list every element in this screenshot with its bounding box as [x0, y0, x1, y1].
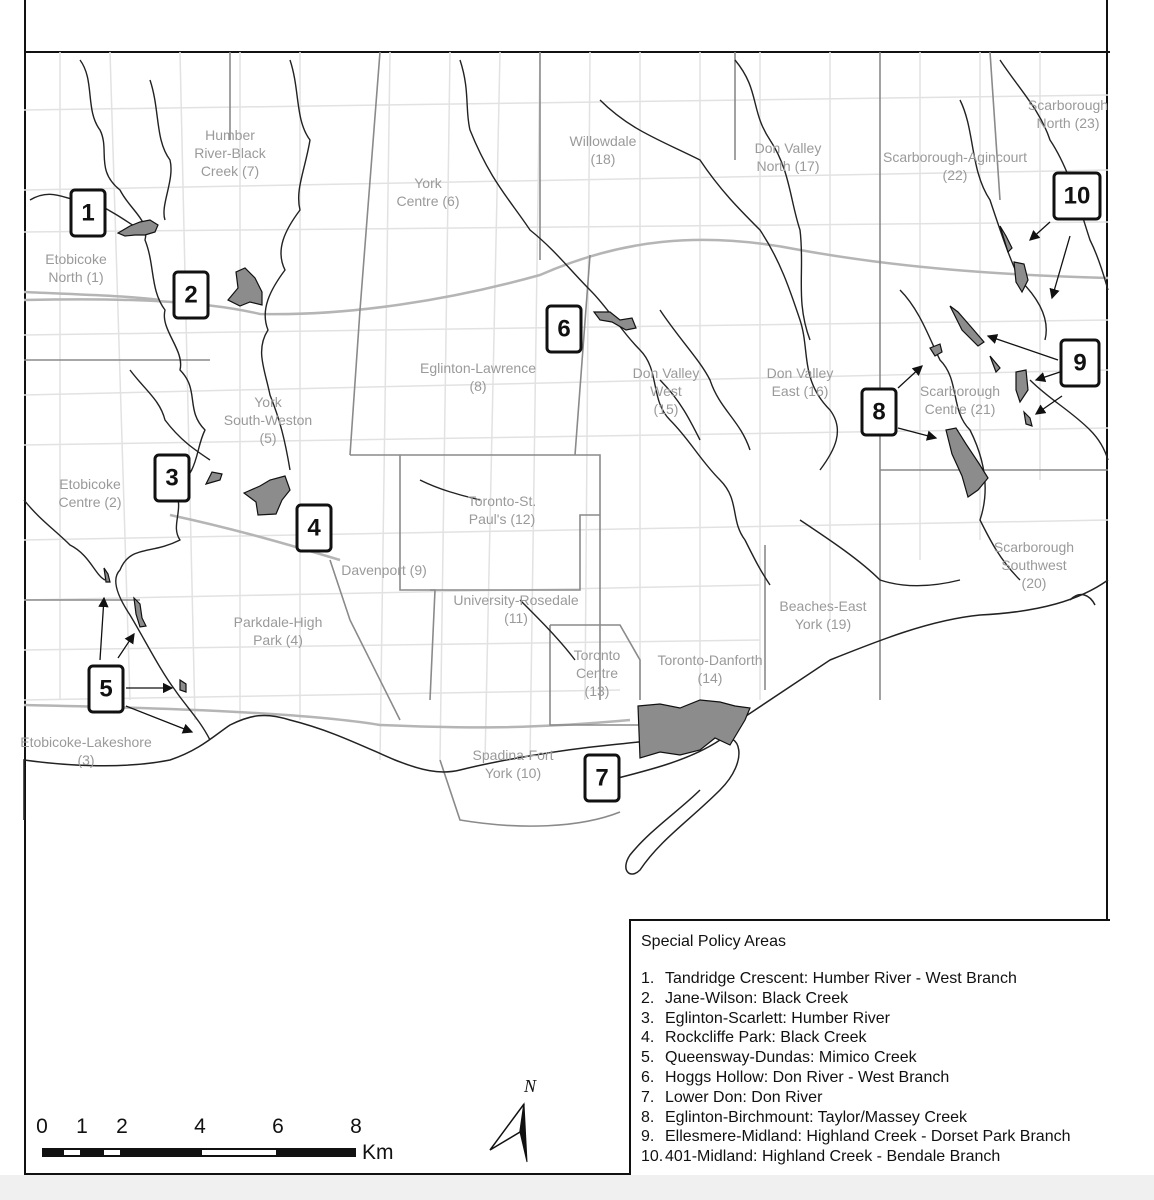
scale-tick: 1: [76, 1115, 88, 1138]
district-label-toronto-st-pauls: Toronto-St. Paul's (12): [467, 493, 537, 527]
scale-unit: Km: [362, 1141, 394, 1164]
marker-2: [174, 272, 208, 318]
legend-item: 4. Rockcliffe Park: Black Creek: [641, 1029, 867, 1047]
marker-label: 8: [872, 398, 886, 426]
district-label-university-rosedale: University-Rosedale (11): [453, 592, 579, 626]
policy-areas: [104, 220, 1032, 758]
legend-item: 2. Jane-Wilson: Black Creek: [641, 989, 849, 1007]
marker-label: 5: [99, 675, 113, 703]
district-label-eglinton-lawrence: Eglinton-Lawrence (8): [420, 360, 536, 394]
legend-item: 7. Lower Don: Don River: [641, 1088, 823, 1106]
district-label-davenport: Davenport (9): [341, 562, 427, 578]
marker-label: 3: [165, 464, 179, 492]
scale-segment: [102, 1148, 122, 1157]
marker-10: [1054, 173, 1100, 219]
district-label-humber-river-black-creek: Humber River-Black Creek (7): [194, 127, 266, 179]
marker-5: [89, 666, 123, 712]
district-label-york-centre: York Centre (6): [396, 175, 460, 209]
policy-area-1: [118, 220, 158, 236]
legend-title: Special Policy Areas: [641, 933, 786, 950]
district-label-parkdale-high-park: Parkdale-High Park (4): [233, 614, 323, 648]
policy-markers: [71, 173, 1100, 801]
marker-1: [71, 190, 105, 236]
district-label-don-valley-east: Don Valley East (16): [766, 365, 834, 399]
policy-area-9d: [1024, 412, 1032, 426]
north-arrow-icon: [490, 1076, 537, 1162]
marker-9: [1061, 340, 1099, 386]
marker-label: 1: [81, 199, 95, 227]
district-label-toronto-danforth: Toronto-Danforth (14): [657, 652, 763, 686]
marker-label: 10: [1063, 182, 1091, 210]
scale-bar: [32, 1115, 402, 1165]
district-label-spadina-fort-york: Spadina-Fort York (10): [472, 747, 554, 781]
policy-area-4: [244, 476, 290, 515]
marker-label: 4: [307, 514, 321, 542]
marker-3: [155, 455, 189, 501]
district-label-scarborough-centre: Scarborough Centre (21): [919, 383, 1001, 417]
scale-tick: 4: [194, 1115, 206, 1138]
scale-tick: 0: [36, 1115, 48, 1138]
marker-4: [297, 505, 331, 551]
policy-area-7: [638, 700, 750, 758]
scale-tick: 6: [272, 1115, 284, 1138]
legend-item: 10. 401-Midland: Highland Creek - Bendale Branch: [641, 1148, 1001, 1166]
marker-label: 6: [557, 315, 571, 343]
legend-item: 5. Queensway-Dundas: Mimico Creek: [641, 1049, 917, 1067]
scale-segment: [122, 1148, 200, 1157]
marker-7: [585, 755, 619, 801]
district-label-don-valley-west: Don Valley West (15): [632, 365, 700, 417]
marker-label: 2: [184, 281, 198, 309]
shoreline: [24, 580, 1108, 874]
district-label-toronto-centre: Toronto Centre (13): [573, 647, 621, 699]
page-footer-strip: [0, 1175, 1154, 1200]
district-label-scarborough-north: Scarborough North (23): [1027, 97, 1109, 131]
policy-area-8a: [930, 344, 942, 356]
legend-item: 6. Hoggs Hollow: Don River - West Branch: [641, 1068, 950, 1086]
district-label-etobicoke-lakeshore: Etobicoke-Lakeshore (3): [20, 734, 152, 768]
north-label: N: [523, 1076, 537, 1096]
policy-area-10a: [1000, 226, 1012, 252]
district-label-willowdale: Willowdale (18): [569, 133, 637, 167]
district-label-etobicoke-centre: Etobicoke Centre (2): [58, 476, 122, 510]
district-label-beaches-east-york: Beaches-East York (19): [779, 598, 867, 632]
legend-item: 1. Tandridge Crescent: Humber River - West Branch: [641, 970, 1017, 987]
marker-label: 7: [595, 764, 609, 792]
marker-6: [547, 306, 581, 352]
policy-area-5b: [134, 598, 146, 627]
scale-segment: [200, 1148, 278, 1157]
district-label-don-valley-north: Don Valley North (17): [754, 140, 822, 174]
legend-item: 3. Eglinton-Scarlett: Humber River: [641, 1009, 890, 1027]
district-label-etobicoke-north: Etobicoke North (1): [45, 251, 107, 285]
scale-segment: [82, 1148, 102, 1157]
marker-label: 9: [1073, 349, 1087, 377]
scale-segment: [278, 1148, 356, 1157]
legend-item: 8. Eglinton-Birchmount: Taylor/Massey Creek: [641, 1108, 968, 1126]
policy-area-9a: [950, 306, 984, 346]
legend-list: [641, 969, 1100, 1167]
policy-area-5c: [180, 680, 186, 692]
policy-area-10b: [1014, 262, 1028, 292]
policy-area-2: [228, 268, 262, 306]
policy-area-9b: [990, 356, 1000, 372]
policy-area-9c: [1016, 370, 1028, 402]
scale-segment: [42, 1148, 62, 1157]
scale-tick: 8: [350, 1115, 362, 1138]
district-label-scarborough-southwest: Scarborough Southwest (20): [993, 539, 1075, 591]
legend: [629, 919, 1110, 1175]
scale-tick: 2: [116, 1115, 128, 1138]
policy-area-3: [206, 472, 222, 484]
district-label-york-south-weston: York South-Weston (5): [223, 394, 313, 446]
district-label-scarborough-agincourt: Scarborough-Agincourt (22): [883, 149, 1027, 183]
legend-item: 9. Ellesmere-Midland: Highland Creek - Dorset Park Branch: [641, 1128, 1071, 1146]
scale-segment: [62, 1148, 82, 1157]
marker-8: [862, 389, 896, 435]
